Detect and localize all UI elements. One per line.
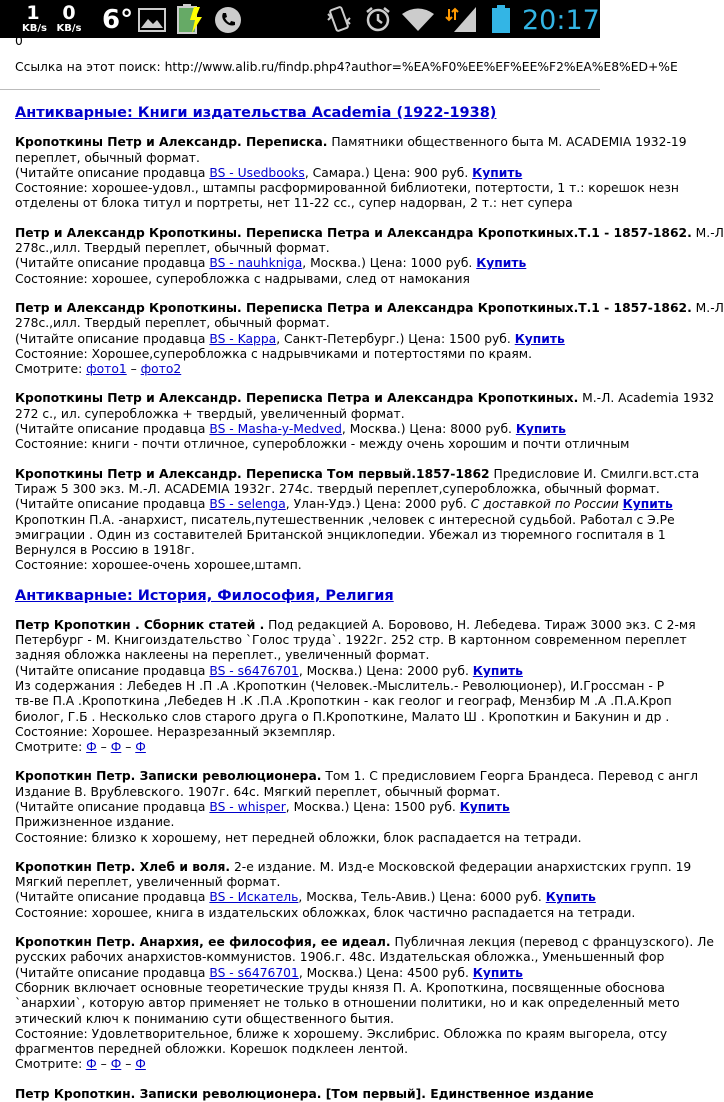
item-extra: Вернулся в Россию в 1918г.: [15, 543, 195, 558]
seller-prefix: (Читайте описание продавца: [15, 422, 210, 437]
buy-button[interactable]: Купить: [476, 256, 527, 271]
delivery-note: С доставкой по России: [470, 497, 619, 512]
item-price: , Москва, Тель-Авив.) Цена: 6000 руб.: [298, 890, 546, 905]
item-extra: Прижизненное издание.: [15, 815, 175, 830]
item-title-line: [15, 769, 698, 784]
item-state: фрагментов передней обложки. Корешок подклеен лентой.: [15, 1042, 409, 1057]
upload-speed-value: 0: [62, 2, 76, 24]
dash: –: [126, 362, 141, 377]
item-state: Состояние: хорошее-удовл., штампы расформированной библиотеки, потертости, 1 т.: корешок незн: [15, 181, 679, 196]
see-label: Смотрите:: [15, 740, 87, 755]
gallery-icon: [138, 8, 166, 32]
seller-link[interactable]: BS - selenga: [209, 497, 286, 512]
phone-call-icon: [214, 6, 242, 34]
alarm-icon: [364, 5, 392, 33]
item-price: , Санкт-Петербург.) Цена: 1500 руб.: [276, 331, 515, 346]
item-desc: Под редакцией А. Боровово, Н. Лебедева. Тираж 3000 экз. С 2-мя: [264, 617, 696, 632]
seller-prefix: (Читайте описание продавца: [15, 890, 210, 905]
item-extra: этический ключ к пониманию сути общественного бытия.: [15, 1011, 395, 1026]
item-desc: 272 с., ил. суперобложка + твердый, увеличенный формат.: [15, 406, 405, 421]
list-item: [15, 391, 715, 452]
item-price: , Самара.) Цена: 900 руб.: [304, 165, 473, 180]
buy-button[interactable]: Купить: [545, 890, 596, 905]
item-seller-line: [15, 800, 600, 815]
dash: –: [96, 1057, 111, 1072]
item-state: Состояние: близко к хорошему, нет передней обложки, блок распадается на тетради.: [15, 830, 582, 845]
upload-speed-unit: KB/s: [56, 23, 82, 34]
see-label: Смотрите:: [15, 1057, 87, 1072]
item-seller-line: [15, 890, 600, 905]
item-desc: Памятники общественного быта М. ACADEMIA 1932-19: [327, 135, 687, 150]
seller-link[interactable]: BS - s6476701: [209, 965, 299, 980]
item-desc: 278с.,илл. Твердый переплет, обычный формат.: [15, 241, 330, 256]
dash: –: [121, 740, 136, 755]
item-extra: Из содержания : Лебедев Н .П .А .Кропоткин (Человек.-Мыслитель.- Революционер), И.Гроссман - Р: [15, 678, 665, 693]
list-item: [15, 935, 714, 1073]
photo-link[interactable]: Ф: [135, 1057, 146, 1072]
item-extra: `анархии`, которую автор применяет не только в отношении политики, но и как определенный мето: [15, 996, 680, 1011]
section-title: [15, 587, 600, 605]
list-item: [15, 466, 700, 574]
list-item: [15, 135, 687, 211]
item-seller-line: [15, 966, 600, 981]
vibrate-icon: [326, 4, 352, 34]
clock: 20:17: [522, 5, 600, 36]
buy-button[interactable]: Купить: [472, 965, 523, 980]
item-price: , Москва.) Цена: 8000 руб.: [341, 422, 516, 437]
item-title-line: [15, 466, 700, 482]
item-title: Кропоткин Петр. Хлеб и воля.: [15, 859, 231, 874]
photo-link[interactable]: Ф: [110, 1057, 122, 1072]
item-photos: [15, 1057, 600, 1072]
upload-speed: [56, 3, 82, 34]
item-price: , Улан-Удэ.) Цена: 2000 руб.: [285, 497, 471, 512]
item-price: , Москва.) Цена: 1500 руб.: [285, 799, 460, 814]
seller-prefix: (Читайте описание продавца: [15, 165, 210, 180]
buy-button[interactable]: Купить: [472, 165, 523, 180]
item-desc: Мягкий переплет, увеличенный формат.: [15, 875, 281, 890]
download-speed-unit: KB/s: [22, 23, 47, 34]
seller-link[interactable]: BS - nauhkniga: [209, 256, 303, 271]
item-state: отделены от блока титул и портреты, нет 11-22 сс., супер надорван, 2 т.: нет супера: [15, 196, 573, 211]
item-desc: М.-Л. Academia 1932: [578, 391, 715, 406]
seller-prefix: (Читайте описание продавца: [15, 799, 210, 814]
download-speed-value: 1: [26, 2, 40, 24]
buy-button[interactable]: Купить: [515, 422, 566, 437]
item-seller-line: [15, 497, 673, 512]
item-desc: задняя обложка наклеены на переплет., увеличенный формат.: [15, 648, 430, 663]
item-price: , Москва.) Цена: 1000 руб.: [302, 256, 477, 271]
item-photos: [15, 362, 600, 377]
seller-prefix: (Читайте описание продавца: [15, 331, 210, 346]
item-desc: Предисловие И. Смилги.вст.ста: [489, 466, 700, 481]
seller-link[interactable]: BS - Kappa: [209, 331, 277, 346]
item-title-line: [15, 617, 696, 633]
seller-link[interactable]: BS - s6476701: [209, 663, 299, 678]
item-title: Кропоткин Петр. Анархия, ее философия, ее идеал.: [15, 935, 391, 950]
list-item: [15, 769, 698, 845]
list-item: [15, 617, 696, 756]
dash: –: [121, 1057, 136, 1072]
item-title: Кропоткины Петр и Александр. Переписка Петра и Александра Кропоткиных.: [15, 391, 579, 406]
buy-button[interactable]: Купить: [514, 331, 565, 346]
item-seller-line: [15, 256, 600, 271]
separator: [0, 89, 600, 90]
buy-button[interactable]: Купить: [622, 497, 673, 512]
photo-link[interactable]: Ф: [86, 740, 97, 755]
battery-saver-icon: [174, 3, 204, 35]
item-desc: Издание В. Врублевского. 1907г. 64с. Мягкий переплет, обычный формат.: [15, 784, 501, 799]
download-speed: [22, 2, 47, 34]
item-extra: Сборник включает основные теоретические труды князя П. А. Кропоткина, посвященные обоснова: [15, 980, 665, 995]
seller-link[interactable]: BS - whisper: [209, 799, 286, 814]
item-title: Петр и Александр Кропоткины. Переписка Петра и Александра Кропоткиных.Т.1 - 1857-1862.: [15, 300, 692, 315]
item-desc: переплет, обычный формат.: [15, 150, 200, 165]
item-desc: М.-Л: [691, 225, 724, 240]
item-extra: тв-ве П.А .Кропоткина ,Лебедев Н .К .П.А .Кропоткин - как геолог и географ, Мензбир М .А .П.А.Кроп: [15, 694, 672, 709]
list-item: [15, 300, 724, 377]
seller-prefix: (Читайте описание продавца: [15, 663, 210, 678]
item-seller-line: [15, 332, 600, 347]
item-state: Состояние: Хорошее,суперобложка с надрывчиками и потертостями по краям.: [15, 346, 532, 361]
item-title: Петр и Александр Кропоткины. Переписка Петра и Александра Кропоткиных.Т.1 - 1857-1862.: [15, 225, 692, 240]
dash: –: [96, 740, 111, 755]
photo-link[interactable]: фото1: [86, 362, 127, 377]
web-page[interactable]: [0, 34, 724, 1101]
result-count: 0: [15, 34, 23, 48]
section-title: [15, 104, 600, 122]
item-desc: М.-Л: [691, 300, 724, 315]
photo-link[interactable]: фото2: [140, 362, 182, 377]
item-state: Состояние: книги - почти отличное, суперобложки - между очень хорошим и почти отличным: [15, 437, 630, 452]
buy-button[interactable]: Купить: [459, 799, 510, 814]
list-item: [15, 225, 724, 287]
item-price: , Москва.) Цена: 4500 руб.: [298, 965, 473, 980]
section-link[interactable]: Антикварные: Книги издательства Academia (1922-1938): [15, 105, 497, 122]
item-title-line: [15, 935, 714, 950]
item-state: Состояние: хорошее, книга в издательских обложках, блок частично распадается на тетради.: [15, 905, 636, 920]
list-item: [15, 859, 692, 921]
item-seller-line: [15, 166, 600, 181]
item-title-line: [15, 300, 724, 316]
item-desc: Петербург - М. Книгоиздательство `Голос труда`. 1922г. 252 стр. В картонном современном переплет: [15, 633, 687, 648]
item-desc: Том 1. С предисловием Георга Брандеса. Перевод с англ: [321, 769, 698, 784]
item-extra: биолог, Г.Б . Несколько слов старого друга о П.Кропоткине, Малато Ш . Кропоткин и Бакунин и др .: [15, 709, 670, 724]
item-extra: эмиграции . Один из составителей Британской энциклопедии. Убежал из тюремного госпиталя в 1: [15, 527, 666, 542]
cellular-signal-icon: [446, 5, 482, 33]
seller-link[interactable]: BS - Masha-y-Medved: [209, 422, 342, 437]
photo-link[interactable]: Ф: [110, 740, 122, 755]
search-permalink: Ссылка на этот поиск: http://www.alib.ru/findp.php4?author=%EA%F0%EE%EF%EE%F2%EA%E8%ED+%E: [15, 60, 678, 74]
item-title: Кропоткин Петр. Записки революционера.: [15, 769, 322, 784]
item-title-line: [15, 859, 692, 875]
item-desc: 278с.,илл. Твердый переплет, обычный формат.: [15, 316, 330, 331]
item-desc: Тираж 5 300 экз. М.-Л. ACADEMIA 1932г. 274с. твердый переплет,суперобложка, обычный формат.: [15, 481, 660, 496]
photo-link[interactable]: Ф: [135, 740, 146, 755]
item-photos: [15, 740, 600, 755]
seller-prefix: (Читайте описание продавца: [15, 256, 210, 271]
seller-link[interactable]: BS - Искатель: [209, 890, 299, 905]
battery-icon: [490, 4, 512, 34]
item-desc: Публичная лекция (перевод с французского). Ле: [390, 935, 714, 950]
item-title: Кропоткины Петр и Александр. Переписка Том первый.1857-1862: [15, 466, 490, 481]
section-link[interactable]: Антикварные: История, Философия, Религия: [15, 587, 394, 604]
item-desc: русских рабочих анархистов-коммунистов. 1906.г. 48с. Издательская обложка., Уменьшенный фор: [15, 950, 665, 965]
wifi-icon: [400, 7, 436, 33]
buy-button[interactable]: Купить: [472, 663, 523, 678]
item-title-line: [15, 135, 687, 150]
item-title-line: [15, 225, 724, 241]
item-state: Состояние: хорошее-очень хорошее,штамп.: [15, 558, 302, 573]
item-title: Кропоткины Петр и Александр. Переписка.: [15, 135, 328, 150]
seller-link[interactable]: BS - Usedbooks: [209, 165, 305, 180]
item-extra: Кропоткин П.А. -анархист, писатель,путешественник ,человек с интересной судьбой. Работал с Э.Ре: [15, 512, 675, 527]
item-state: Состояние: хорошее, суперобложка с надрывами, след от намокания: [15, 271, 470, 286]
seller-prefix: (Читайте описание продавца: [15, 497, 210, 512]
item-title: Петр Кропоткин . Сборник статей .: [15, 617, 265, 632]
item-price: , Москва.) Цена: 2000 руб.: [298, 663, 473, 678]
see-label: Смотрите:: [15, 362, 87, 377]
item-seller-line: [15, 664, 600, 679]
seller-prefix: (Читайте описание продавца: [15, 965, 210, 980]
status-bar: [0, 0, 600, 38]
photo-link[interactable]: Ф: [86, 1057, 97, 1072]
item-seller-line: [15, 422, 600, 437]
item-state: Состояние: Хорошее. Неразрезанный экземпляр.: [15, 724, 336, 739]
item-desc: 2-е издание. М. Изд-е Московской федерации анархистских групп. 19: [230, 859, 692, 874]
weather-temperature: 6°: [102, 5, 134, 35]
cut-off-item-title: Петр Кропоткин. Записки революционера. [Том первый]. Единственное издание: [15, 1086, 594, 1101]
item-title-line: [15, 391, 715, 406]
item-state: Состояние: Удовлетворительное, ближе к хорошему. Экслибрис. Обложка по краям выгорела, отсу: [15, 1026, 668, 1041]
search-results: [0, 34, 724, 1102]
